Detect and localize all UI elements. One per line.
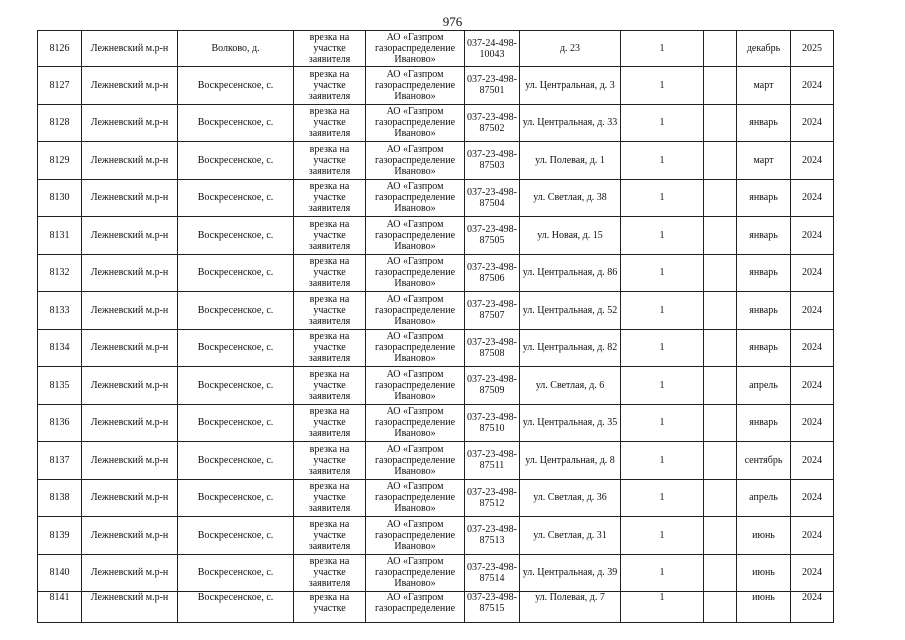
- table-row: [38, 104, 834, 142]
- object-code-cell: 037-23-498-87509: [465, 367, 520, 405]
- empty-cell: [704, 367, 737, 405]
- table-row: [38, 442, 834, 480]
- organization-cell: АО «Газпром газораспределение Иваново»: [366, 179, 465, 217]
- month-cell: декабрь: [737, 31, 791, 67]
- work-type-cell: врезка на участке заявителя: [294, 404, 366, 442]
- object-code-cell: 037-23-498-87510: [465, 404, 520, 442]
- address-cell: ул. Центральная, д. 8: [520, 442, 621, 480]
- work-type-cell: врезка на участке заявителя: [294, 554, 366, 592]
- month-cell: январь: [737, 104, 791, 142]
- month-cell: январь: [737, 179, 791, 217]
- work-type-cell: врезка на участке заявителя: [294, 104, 366, 142]
- address-cell: ул. Центральная, д. 35: [520, 404, 621, 442]
- row-number-cell: 8131: [38, 217, 82, 255]
- address-cell: ул. Центральная, д. 82: [520, 329, 621, 367]
- organization-cell: АО «Газпром газораспределение Иваново»: [366, 517, 465, 555]
- gas-connection-table: [37, 30, 834, 623]
- month-cell: январь: [737, 217, 791, 255]
- object-code-cell: 037-23-498-87515: [465, 592, 520, 623]
- organization-cell: АО «Газпром газораспределение Иваново»: [366, 142, 465, 180]
- address-cell: ул. Центральная, д. 33: [520, 104, 621, 142]
- table-row: [38, 517, 834, 555]
- month-cell: март: [737, 67, 791, 105]
- row-number-cell: 8135: [38, 367, 82, 405]
- organization-cell: АО «Газпром газораспределение Иваново»: [366, 217, 465, 255]
- district-cell: Лежневский м.р-н: [82, 217, 178, 255]
- month-cell: сентябрь: [737, 442, 791, 480]
- locality-cell: Воскресенское, с.: [178, 329, 294, 367]
- object-code-cell: 037-23-498-87514: [465, 554, 520, 592]
- object-code-cell: 037-24-498-10043: [465, 31, 520, 67]
- table-row: [38, 179, 834, 217]
- object-code-cell: 037-23-498-87507: [465, 292, 520, 330]
- page-number: 976: [442, 14, 463, 29]
- object-code-cell: 037-23-498-87511: [465, 442, 520, 480]
- organization-cell: АО «Газпром газораспределение Иваново»: [366, 292, 465, 330]
- quantity-cell: 1: [621, 479, 704, 517]
- quantity-cell: 1: [621, 292, 704, 330]
- row-number-cell: 8132: [38, 254, 82, 292]
- empty-cell: [704, 292, 737, 330]
- locality-cell: Воскресенское, с.: [178, 404, 294, 442]
- district-cell: Лежневский м.р-н: [82, 517, 178, 555]
- year-cell: 2024: [791, 67, 834, 105]
- object-code-cell: 037-23-498-87503: [465, 142, 520, 180]
- empty-cell: [704, 217, 737, 255]
- quantity-cell: 1: [621, 142, 704, 180]
- year-cell: 2024: [791, 517, 834, 555]
- empty-cell: [704, 179, 737, 217]
- empty-cell: [704, 404, 737, 442]
- table-row: [38, 217, 834, 255]
- row-number-cell: 8133: [38, 292, 82, 330]
- address-cell: ул. Центральная, д. 86: [520, 254, 621, 292]
- address-cell: ул. Полевая, д. 7: [520, 592, 621, 623]
- month-cell: апрель: [737, 479, 791, 517]
- table-body: [38, 31, 834, 623]
- address-cell: ул. Светлая, д. 6: [520, 367, 621, 405]
- quantity-cell: 1: [621, 404, 704, 442]
- work-type-cell: врезка на участке заявителя: [294, 179, 366, 217]
- organization-cell: АО «Газпром газораспределение Иваново»: [366, 104, 465, 142]
- address-cell: ул. Центральная, д. 52: [520, 292, 621, 330]
- work-type-cell: врезка на участке заявителя: [294, 517, 366, 555]
- district-cell: Лежневский м.р-н: [82, 67, 178, 105]
- empty-cell: [704, 329, 737, 367]
- district-cell: Лежневский м.р-н: [82, 479, 178, 517]
- locality-cell: Воскресенское, с.: [178, 217, 294, 255]
- row-number-cell: 8128: [38, 104, 82, 142]
- year-cell: 2024: [791, 329, 834, 367]
- table-row: [38, 254, 834, 292]
- district-cell: Лежневский м.р-н: [82, 592, 178, 623]
- object-code-cell: 037-23-498-87506: [465, 254, 520, 292]
- row-number-cell: 8126: [38, 31, 82, 67]
- year-cell: 2024: [791, 554, 834, 592]
- address-cell: ул. Новая, д. 15: [520, 217, 621, 255]
- locality-cell: Воскресенское, с.: [178, 254, 294, 292]
- object-code-cell: 037-23-498-87512: [465, 479, 520, 517]
- locality-cell: Воскресенское, с.: [178, 104, 294, 142]
- locality-cell: Воскресенское, с.: [178, 592, 294, 623]
- quantity-cell: 1: [621, 517, 704, 555]
- work-type-cell: врезка на участке заявителя: [294, 31, 366, 67]
- quantity-cell: 1: [621, 104, 704, 142]
- month-cell: январь: [737, 254, 791, 292]
- year-cell: 2025: [791, 31, 834, 67]
- quantity-cell: 1: [621, 179, 704, 217]
- organization-cell: АО «Газпром газораспределение Иваново»: [366, 329, 465, 367]
- work-type-cell: врезка на участке заявителя: [294, 329, 366, 367]
- month-cell: июнь: [737, 517, 791, 555]
- month-cell: июнь: [737, 554, 791, 592]
- table-row: [38, 31, 834, 67]
- organization-cell: АО «Газпром газораспределение Иваново»: [366, 254, 465, 292]
- organization-cell: АО «Газпром газораспределение Иваново»: [366, 554, 465, 592]
- work-type-cell: врезка на участке заявителя: [294, 367, 366, 405]
- work-type-cell: врезка на участке заявителя: [294, 67, 366, 105]
- year-cell: 2024: [791, 404, 834, 442]
- organization-cell: АО «Газпром газораспределение Иваново»: [366, 479, 465, 517]
- object-code-cell: 037-23-498-87504: [465, 179, 520, 217]
- empty-cell: [704, 479, 737, 517]
- table-row: [38, 329, 834, 367]
- work-type-cell: врезка на участке: [294, 592, 366, 623]
- work-type-cell: врезка на участке заявителя: [294, 142, 366, 180]
- row-number-cell: 8134: [38, 329, 82, 367]
- row-number-cell: 8137: [38, 442, 82, 480]
- year-cell: 2024: [791, 179, 834, 217]
- address-cell: д. 23: [520, 31, 621, 67]
- empty-cell: [704, 592, 737, 623]
- address-cell: ул. Полевая, д. 1: [520, 142, 621, 180]
- work-type-cell: врезка на участке заявителя: [294, 479, 366, 517]
- empty-cell: [704, 142, 737, 180]
- table-row: [38, 142, 834, 180]
- table-row: [38, 554, 834, 592]
- work-type-cell: врезка на участке заявителя: [294, 254, 366, 292]
- row-number-cell: 8141: [38, 592, 82, 623]
- locality-cell: Воскресенское, с.: [178, 292, 294, 330]
- empty-cell: [704, 442, 737, 480]
- empty-cell: [704, 554, 737, 592]
- locality-cell: Воскресенское, с.: [178, 479, 294, 517]
- month-cell: январь: [737, 292, 791, 330]
- empty-cell: [704, 254, 737, 292]
- locality-cell: Воскресенское, с.: [178, 67, 294, 105]
- address-cell: ул. Светлая, д. 38: [520, 179, 621, 217]
- empty-cell: [704, 517, 737, 555]
- empty-cell: [704, 67, 737, 105]
- year-cell: 2024: [791, 254, 834, 292]
- district-cell: Лежневский м.р-н: [82, 554, 178, 592]
- year-cell: 2024: [791, 142, 834, 180]
- quantity-cell: 1: [621, 31, 704, 67]
- object-code-cell: 037-23-498-87502: [465, 104, 520, 142]
- quantity-cell: 1: [621, 254, 704, 292]
- organization-cell: АО «Газпром газораспределение: [366, 592, 465, 623]
- address-cell: ул. Светлая, д. 36: [520, 479, 621, 517]
- organization-cell: АО «Газпром газораспределение Иваново»: [366, 442, 465, 480]
- table-row: [38, 367, 834, 405]
- district-cell: Лежневский м.р-н: [82, 179, 178, 217]
- address-cell: ул. Светлая, д. 31: [520, 517, 621, 555]
- district-cell: Лежневский м.р-н: [82, 367, 178, 405]
- object-code-cell: 037-23-498-87505: [465, 217, 520, 255]
- row-number-cell: 8130: [38, 179, 82, 217]
- table-row: [38, 292, 834, 330]
- row-number-cell: 8138: [38, 479, 82, 517]
- work-type-cell: врезка на участке заявителя: [294, 217, 366, 255]
- address-cell: ул. Центральная, д. 3: [520, 67, 621, 105]
- month-cell: апрель: [737, 367, 791, 405]
- district-cell: Лежневский м.р-н: [82, 142, 178, 180]
- table-row: [38, 67, 834, 105]
- row-number-cell: 8140: [38, 554, 82, 592]
- row-number-cell: 8136: [38, 404, 82, 442]
- quantity-cell: 1: [621, 442, 704, 480]
- object-code-cell: 037-23-498-87501: [465, 67, 520, 105]
- year-cell: 2024: [791, 292, 834, 330]
- row-number-cell: 8139: [38, 517, 82, 555]
- empty-cell: [704, 31, 737, 67]
- month-cell: январь: [737, 404, 791, 442]
- table-row: [38, 592, 834, 623]
- locality-cell: Воскресенское, с.: [178, 142, 294, 180]
- table-row: [38, 404, 834, 442]
- organization-cell: АО «Газпром газораспределение Иваново»: [366, 404, 465, 442]
- locality-cell: Волково, д.: [178, 31, 294, 67]
- locality-cell: Воскресенское, с.: [178, 517, 294, 555]
- quantity-cell: 1: [621, 217, 704, 255]
- district-cell: Лежневский м.р-н: [82, 254, 178, 292]
- district-cell: Лежневский м.р-н: [82, 442, 178, 480]
- organization-cell: АО «Газпром газораспределение Иваново»: [366, 367, 465, 405]
- year-cell: 2024: [791, 217, 834, 255]
- locality-cell: Воскресенское, с.: [178, 554, 294, 592]
- quantity-cell: 1: [621, 554, 704, 592]
- table-row: [38, 479, 834, 517]
- month-cell: январь: [737, 329, 791, 367]
- year-cell: 2024: [791, 442, 834, 480]
- district-cell: Лежневский м.р-н: [82, 404, 178, 442]
- locality-cell: Воскресенское, с.: [178, 442, 294, 480]
- year-cell: 2024: [791, 479, 834, 517]
- work-type-cell: врезка на участке заявителя: [294, 292, 366, 330]
- empty-cell: [704, 104, 737, 142]
- district-cell: Лежневский м.р-н: [82, 104, 178, 142]
- year-cell: 2024: [791, 367, 834, 405]
- month-cell: июнь: [737, 592, 791, 623]
- object-code-cell: 037-23-498-87513: [465, 517, 520, 555]
- address-cell: ул. Центральная, д. 39: [520, 554, 621, 592]
- organization-cell: АО «Газпром газораспределение Иваново»: [366, 31, 465, 67]
- district-cell: Лежневский м.р-н: [82, 329, 178, 367]
- quantity-cell: 1: [621, 367, 704, 405]
- district-cell: Лежневский м.р-н: [82, 31, 178, 67]
- quantity-cell: 1: [621, 329, 704, 367]
- locality-cell: Воскресенское, с.: [178, 367, 294, 405]
- quantity-cell: 1: [621, 592, 704, 623]
- month-cell: март: [737, 142, 791, 180]
- year-cell: 2024: [791, 104, 834, 142]
- organization-cell: АО «Газпром газораспределение Иваново»: [366, 67, 465, 105]
- quantity-cell: 1: [621, 67, 704, 105]
- row-number-cell: 8127: [38, 67, 82, 105]
- row-number-cell: 8129: [38, 142, 82, 180]
- locality-cell: Воскресенское, с.: [178, 179, 294, 217]
- year-cell: 2024: [791, 592, 834, 623]
- district-cell: Лежневский м.р-н: [82, 292, 178, 330]
- object-code-cell: 037-23-498-87508: [465, 329, 520, 367]
- work-type-cell: врезка на участке заявителя: [294, 442, 366, 480]
